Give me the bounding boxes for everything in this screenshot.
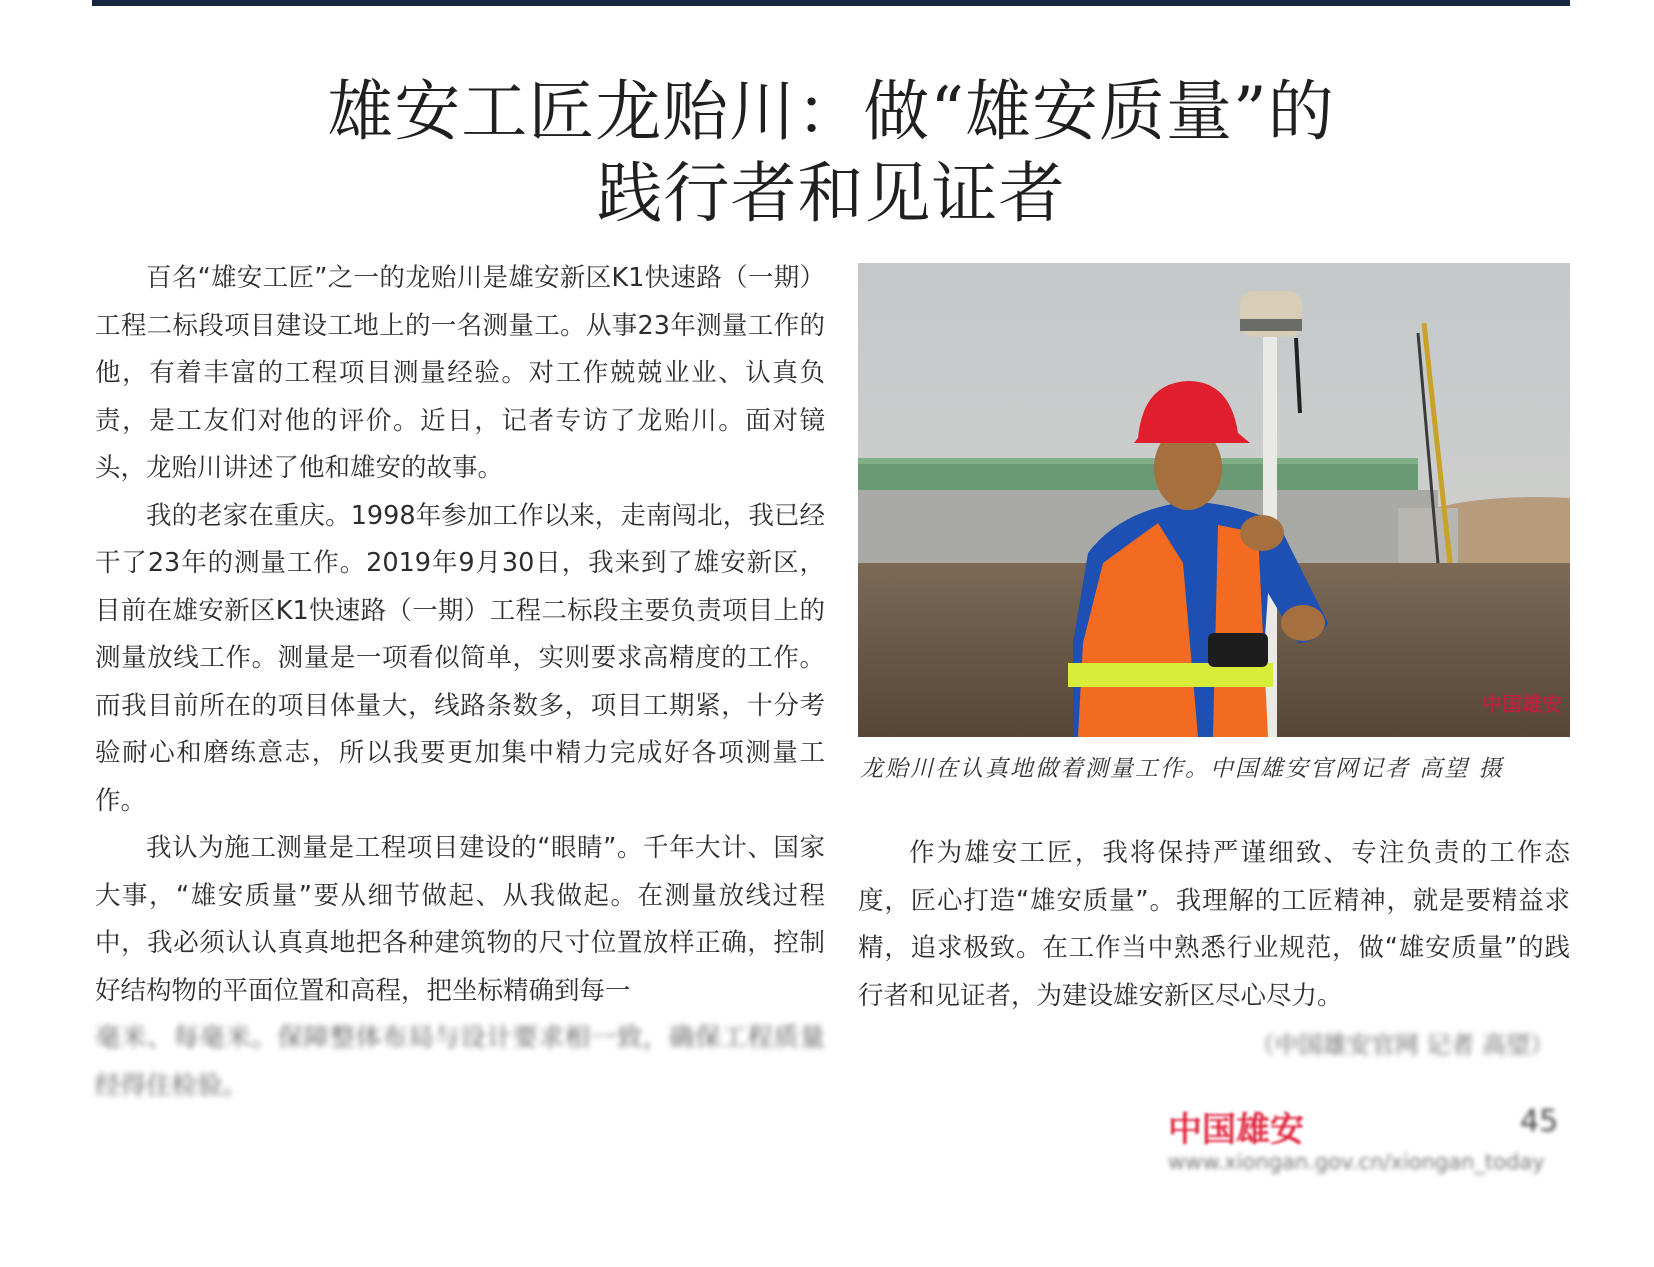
left-column [95,255,825,1110]
headline-line-2: 践行者和见证者 [596,155,1066,232]
photo-caption: 龙贻川在认真地做着测量工作。中国雄安官网记者 高望 摄 [860,756,1504,782]
paragraph-closing: 作为雄安工匠，我将保持严谨细致、专注负责的工作态度，匠心打造“雄安质量”。我理解的工匠精神，就是要精益求精，追求极致。在工作当中熟悉行业规范，做“雄安质量”的践行者和见证者，为建设雄安新区尽心尽力。 [858,838,1570,1011]
article-photo [858,263,1570,737]
headline-line-1: 雄安工匠龙贻川：做“雄安质量”的 [327,73,1335,150]
source-note: （中国雄安官网 记者 高望） [1250,1031,1554,1059]
top-rule [92,0,1570,6]
page-number: 45 [1520,1104,1559,1139]
paragraph-intro: 百名“雄安工匠”之一的龙贻川是雄安新区K1快速路（一期）工程二标段项目建设工地上的一名测量工。从事23年测量工作的他，有着丰富的工程项目测量经验。对工作兢兢业业、认真负责，是工友们对他的评价。近日，记者专访了龙贻川。面对镜头，龙贻川讲述了他和雄安的故事。 [95,263,825,483]
photo-watermark: 中国雄安 [1482,692,1562,716]
paragraph-blurred: 毫米、每毫米。保障整体布局与设计要求相一致，确保工程质量经得住检验。 [95,1023,825,1101]
paragraph-measurement: 我认为施工测量是工程项目建设的“眼睛”。千年大计、国家大事，“雄安质量”要从细节做起、从我做起。在测量放线过程中，我必须认认真真地把各种建筑物的尺寸位置放样正确，控制好结构物的平面位置和高程，把坐标精确到每一 [95,833,825,1006]
right-column [858,830,1570,1020]
masthead-logo: 中国雄安 [1168,1110,1304,1150]
paragraph-background: 我的老家在重庆。1998年参加工作以来，走南闯北，我已经干了23年的测量工作。2019年9月30日，我来到了雄安新区，目前在雄安新区K1快速路（一期）工程二标段主要负责项目上的测量放线工作。测量是一项看似简单，实则要求高精度的工作。而我目前所在的项目体量大，线路条数多，项目工期紧，十分考验耐心和磨练意志，所以我要更加集中精力完成好各项测量工作。 [95,500,825,816]
site-url: www.xiongan.gov.cn/xiongan_today [1168,1150,1545,1174]
